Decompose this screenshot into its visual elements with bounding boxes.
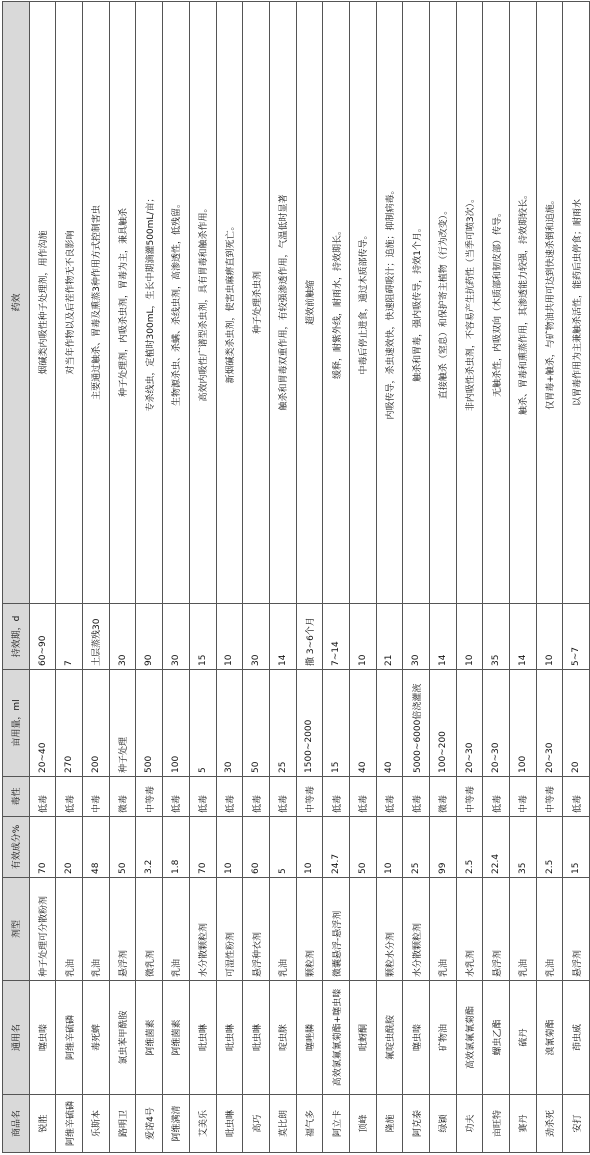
- cell-dosage: 40: [376, 670, 403, 777]
- table-row: [456, 2, 483, 1153]
- cell-duration: 7~14: [323, 604, 350, 670]
- table-row: [29, 2, 56, 1153]
- cell-active-ingredient: 10: [296, 817, 323, 878]
- cell-dosage: 25: [269, 670, 296, 777]
- cell-efficacy: 超效前触缩: [296, 2, 323, 604]
- cell-active-ingredient: 60: [243, 817, 270, 878]
- table-row: [269, 2, 296, 1153]
- table-row: [56, 2, 83, 1153]
- cell-dosage: 100: [163, 670, 190, 777]
- cell-duration: 21: [376, 604, 403, 670]
- cell-common-name: 噻虫嗪: [29, 981, 56, 1095]
- table-row: [163, 2, 190, 1153]
- cell-common-name: 氯虫苯甲酰胺: [109, 981, 136, 1095]
- cell-dosage: 5: [189, 670, 216, 777]
- cell-toxicity: 中毒: [83, 777, 110, 817]
- cell-formulation: 乳油: [269, 878, 296, 981]
- cell-formulation: 微乳剂: [136, 878, 163, 981]
- cell-trade-name: 阿立卡: [323, 1095, 350, 1153]
- cell-toxicity: 低毒: [29, 777, 56, 817]
- cell-active-ingredient: 70: [189, 817, 216, 878]
- cell-trade-name: 莫比朗: [269, 1095, 296, 1153]
- cell-efficacy: 内吸传导，杀虫速效快，快速阻碍吸汁；追施；抑制病毒。: [376, 2, 403, 604]
- cell-common-name: 硫丹: [510, 981, 537, 1095]
- table-row: [83, 2, 110, 1153]
- table-row: [109, 2, 136, 1153]
- cell-active-ingredient: 35: [510, 817, 537, 878]
- table-row: [243, 2, 270, 1153]
- table-row: [430, 2, 457, 1153]
- cell-dosage: 20~30: [483, 670, 510, 777]
- cell-dosage: 50: [243, 670, 270, 777]
- cell-toxicity: 中等毒: [136, 777, 163, 817]
- cell-dosage: 20~30: [536, 670, 563, 777]
- cell-formulation: 乳油: [430, 878, 457, 981]
- cell-duration: 撒 3~6个月: [296, 604, 323, 670]
- cell-duration: 10: [536, 604, 563, 670]
- cell-formulation: 水乳剂: [456, 878, 483, 981]
- cell-toxicity: 低毒: [269, 777, 296, 817]
- cell-efficacy: 高效内吸性广谱型杀虫剂，具有胃毒和触杀作用。: [189, 2, 216, 604]
- cell-active-ingredient: 3.2: [136, 817, 163, 878]
- cell-common-name: 阿维辛硫磷: [56, 981, 83, 1095]
- cell-efficacy: 仅胃毒+触杀，与矿物油共用可达到快速杀倒和追施。: [536, 2, 563, 604]
- cell-duration: 14: [510, 604, 537, 670]
- cell-common-name: 啶虫脒: [269, 981, 296, 1095]
- cell-active-ingredient: 24.7: [323, 817, 350, 878]
- table-row: [403, 2, 430, 1153]
- cell-formulation: 颗粒剂: [296, 878, 323, 981]
- cell-duration: 14: [269, 604, 296, 670]
- cell-common-name: 高效氯氟氰菊酯: [456, 981, 483, 1095]
- cell-efficacy: 种子处理剂，内吸杀虫剂，胃毒为主，兼具触杀: [109, 2, 136, 604]
- cell-common-name: 矿物油: [430, 981, 457, 1095]
- cell-common-name: 吡虫啉: [189, 981, 216, 1095]
- cell-duration: 7: [56, 604, 83, 670]
- table-row: [483, 2, 510, 1153]
- cell-common-name: 螺虫乙酯: [483, 981, 510, 1095]
- cell-toxicity: 低毒: [243, 777, 270, 817]
- table-row: [216, 2, 243, 1153]
- cell-common-name: 吡虫啉: [243, 981, 270, 1095]
- cell-active-ingredient: 20: [56, 817, 83, 878]
- cell-trade-name: 路明卫: [109, 1095, 136, 1153]
- cell-toxicity: 低毒: [56, 777, 83, 817]
- cell-active-ingredient: 10: [216, 817, 243, 878]
- cell-active-ingredient: 48: [83, 817, 110, 878]
- cell-toxicity: 低毒: [376, 777, 403, 817]
- header-formulation: 剂型: [3, 878, 30, 981]
- cell-common-name: 吡虫啉: [216, 981, 243, 1095]
- cell-efficacy: 烟碱类内吸性种子处理剂，用作沟施: [29, 2, 56, 604]
- cell-efficacy: 无触杀性，内吸双向（木质部和韧皮部）传导。: [483, 2, 510, 604]
- cell-formulation: 乳油: [163, 878, 190, 981]
- cell-dosage: 种子处理: [109, 670, 136, 777]
- table-row: [349, 2, 376, 1153]
- cell-trade-name: 阿维辛硫磷: [56, 1095, 83, 1153]
- cell-trade-name: 亩旺特: [483, 1095, 510, 1153]
- cell-duration: 60~90: [29, 604, 56, 670]
- cell-trade-name: 绿颖: [430, 1095, 457, 1153]
- cell-formulation: 悬浮剂: [483, 878, 510, 981]
- cell-formulation: 悬浮种衣剂: [243, 878, 270, 981]
- cell-toxicity: 中等毒: [456, 777, 483, 817]
- pesticide-table: [2, 1, 590, 1153]
- cell-trade-name: 阿克泰: [403, 1095, 430, 1153]
- cell-toxicity: 低毒: [483, 777, 510, 817]
- header-active-ingredient: 有效成分%: [3, 817, 30, 878]
- cell-toxicity: 低毒: [323, 777, 350, 817]
- table-row: [510, 2, 537, 1153]
- cell-common-name: 茚虫威: [563, 981, 590, 1095]
- cell-formulation: 可湿性粉剂: [216, 878, 243, 981]
- cell-duration: 5~7: [563, 604, 590, 670]
- cell-efficacy: 直接触杀（窒息）和保护寄主植物（行为改变）。: [430, 2, 457, 604]
- cell-duration: 15: [189, 604, 216, 670]
- cell-efficacy: 种子处理杀虫剂: [243, 2, 270, 604]
- cell-duration: 35: [483, 604, 510, 670]
- cell-dosage: 100: [510, 670, 537, 777]
- table-row: [536, 2, 563, 1153]
- cell-toxicity: 低毒: [349, 777, 376, 817]
- cell-dosage: 20: [563, 670, 590, 777]
- cell-efficacy: 以胃毒作用为主兼触杀活性，能药后虫停食；耐雨水: [563, 2, 590, 604]
- cell-formulation: 悬浮剂: [109, 878, 136, 981]
- cell-common-name: 噻虫嗪: [403, 981, 430, 1095]
- cell-dosage: 200: [83, 670, 110, 777]
- cell-efficacy: 触杀、胃毒和熏蒸作用，其渗透能力较强，持效期较长。: [510, 2, 537, 604]
- table-row: [323, 2, 350, 1153]
- cell-formulation: [349, 878, 376, 981]
- cell-common-name: 吡蚜酮: [349, 981, 376, 1095]
- cell-duration: 10: [216, 604, 243, 670]
- cell-duration: 10: [349, 604, 376, 670]
- cell-toxicity: 微毒: [430, 777, 457, 817]
- cell-active-ingredient: 50: [109, 817, 136, 878]
- cell-dosage: 100~200: [430, 670, 457, 777]
- header-trade-name: 商品名: [3, 1095, 30, 1153]
- cell-efficacy: 缓释，耐紫外线，耐雨水，持效期长。: [323, 2, 350, 604]
- cell-toxicity: 微毒: [109, 777, 136, 817]
- cell-common-name: 氟啶虫酰胺: [376, 981, 403, 1095]
- table-body: [29, 2, 589, 1153]
- cell-active-ingredient: 5: [269, 817, 296, 878]
- header-duration: 持效期，d: [3, 604, 30, 670]
- cell-formulation: 水分散颗粒剂: [189, 878, 216, 981]
- cell-efficacy: 触杀和胃毒，强内吸传导，持效1个月。: [403, 2, 430, 604]
- table-row: [296, 2, 323, 1153]
- table-header-row: [3, 2, 30, 1153]
- cell-trade-name: 艾美乐: [189, 1095, 216, 1153]
- cell-toxicity: 中毒: [510, 777, 537, 817]
- cell-trade-name: 高巧: [243, 1095, 270, 1153]
- cell-active-ingredient: 2.5: [456, 817, 483, 878]
- cell-active-ingredient: 50: [349, 817, 376, 878]
- cell-formulation: 乳油: [536, 878, 563, 981]
- cell-dosage: 15: [323, 670, 350, 777]
- cell-dosage: 5000~6000倍浇灌液: [403, 670, 430, 777]
- cell-common-name: 毒死蜱: [83, 981, 110, 1095]
- cell-duration: 30: [163, 604, 190, 670]
- cell-efficacy: 对当年作物以及后茬作物无不良影响: [56, 2, 83, 604]
- cell-trade-name: 隆施: [376, 1095, 403, 1153]
- cell-common-name: 溴氰菊酯: [536, 981, 563, 1095]
- cell-common-name: 高效氯氟氰菊酯+噻虫嗪: [323, 981, 350, 1095]
- cell-formulation: 乳油: [56, 878, 83, 981]
- cell-formulation: 颗粒水分剂: [376, 878, 403, 981]
- cell-trade-name: 功夫: [456, 1095, 483, 1153]
- cell-duration: 30: [109, 604, 136, 670]
- cell-dosage: 500: [136, 670, 163, 777]
- cell-toxicity: 低毒: [563, 777, 590, 817]
- cell-trade-name: 阿维满清: [163, 1095, 190, 1153]
- cell-toxicity: 中等毒: [296, 777, 323, 817]
- header-toxicity: 毒性: [3, 777, 30, 817]
- cell-efficacy: 中毒后停止进食，通过木质部传导。: [349, 2, 376, 604]
- cell-toxicity: 低毒: [189, 777, 216, 817]
- cell-active-ingredient: 2.5: [536, 817, 563, 878]
- cell-efficacy: 触杀和胃毒双重作用，有较强渗透作用，气温低时显著: [269, 2, 296, 604]
- cell-active-ingredient: 15: [563, 817, 590, 878]
- cell-efficacy: 主要通过触杀、胃毒及熏蒸3种作用方式控制害虫: [83, 2, 110, 604]
- cell-efficacy: 新烟碱类杀虫剂，使害虫麻痹直到死亡。: [216, 2, 243, 604]
- header-efficacy: 药效: [3, 2, 30, 604]
- cell-dosage: 40: [349, 670, 376, 777]
- cell-formulation: 微囊悬浮-悬浮剂: [323, 878, 350, 981]
- cell-formulation: 悬浮剂: [563, 878, 590, 981]
- cell-trade-name: 福气多: [296, 1095, 323, 1153]
- cell-dosage: 20~40: [29, 670, 56, 777]
- cell-duration: 10: [456, 604, 483, 670]
- cell-formulation: 种子处理可分散粉剂: [29, 878, 56, 981]
- cell-formulation: 乳油: [510, 878, 537, 981]
- cell-efficacy: 非内吸性杀虫剂，不容易产生抗药性（当季可喷3次）。: [456, 2, 483, 604]
- cell-common-name: 噻唑膦: [296, 981, 323, 1095]
- cell-active-ingredient: 10: [376, 817, 403, 878]
- cell-toxicity: 低毒: [216, 777, 243, 817]
- cell-duration: 90: [136, 604, 163, 670]
- cell-duration: 土层蒸残30: [83, 604, 110, 670]
- cell-trade-name: 赛丹: [510, 1095, 537, 1153]
- cell-duration: 30: [403, 604, 430, 670]
- header-common-name: 通用名: [3, 981, 30, 1095]
- cell-formulation: 水分散颗粒剂: [403, 878, 430, 981]
- cell-active-ingredient: 1.8: [163, 817, 190, 878]
- cell-trade-name: 乐斯本: [83, 1095, 110, 1153]
- cell-active-ingredient: 99: [430, 817, 457, 878]
- cell-duration: 14: [430, 604, 457, 670]
- cell-toxicity: 低毒: [163, 777, 190, 817]
- cell-trade-name: 安打: [563, 1095, 590, 1153]
- cell-active-ingredient: 70: [29, 817, 56, 878]
- cell-duration: 30: [243, 604, 270, 670]
- cell-common-name: 阿维菌素: [163, 981, 190, 1095]
- cell-formulation: 乳油: [83, 878, 110, 981]
- cell-trade-name: 顶峰: [349, 1095, 376, 1153]
- cell-dosage: 270: [56, 670, 83, 777]
- cell-efficacy: 专杀线虫，定植时300mL，生长中期滴灌500mL/亩；: [136, 2, 163, 604]
- table-row: [189, 2, 216, 1153]
- header-dosage: 亩用量，ml: [3, 670, 30, 777]
- table-row: [376, 2, 403, 1153]
- cell-toxicity: 中等毒: [536, 777, 563, 817]
- cell-dosage: 30: [216, 670, 243, 777]
- cell-efficacy: 生物源杀虫、杀螨、杀线虫剂，高渗透性，低残留。: [163, 2, 190, 604]
- table-row: [563, 2, 590, 1153]
- cell-active-ingredient: 22.4: [483, 817, 510, 878]
- table-row: [136, 2, 163, 1153]
- cell-trade-name: 劲杀死: [536, 1095, 563, 1153]
- cell-trade-name: 锐胜: [29, 1095, 56, 1153]
- cell-common-name: 阿维菌素: [136, 981, 163, 1095]
- cell-trade-name: 爱诺4号: [136, 1095, 163, 1153]
- cell-dosage: 1500~2000: [296, 670, 323, 777]
- cell-trade-name: 吡虫啉: [216, 1095, 243, 1153]
- cell-active-ingredient: 25: [403, 817, 430, 878]
- cell-toxicity: 低毒: [403, 777, 430, 817]
- cell-dosage: 20~30: [456, 670, 483, 777]
